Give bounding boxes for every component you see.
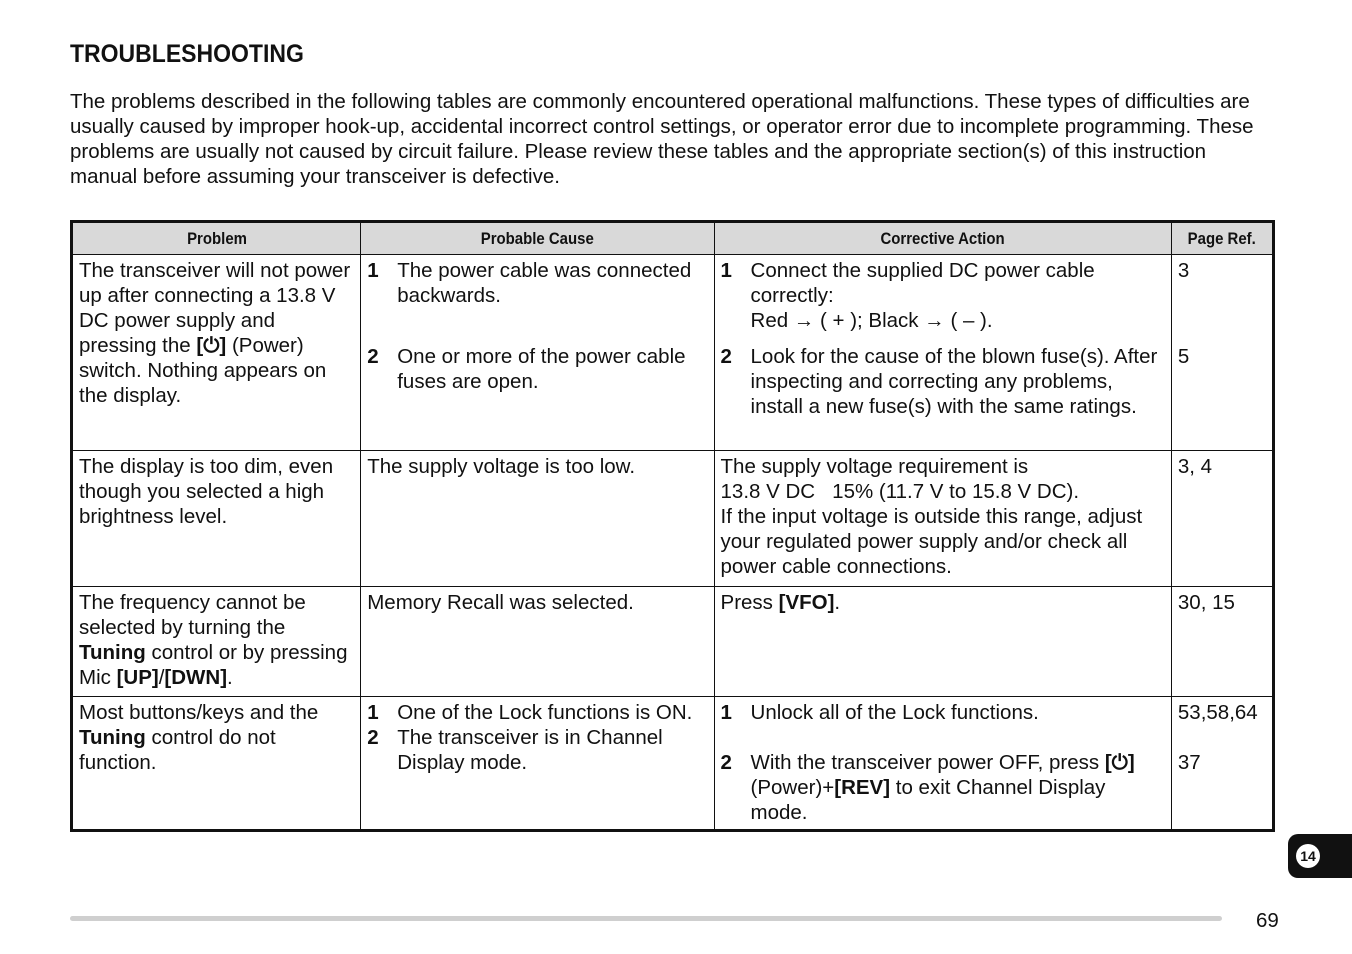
action-item bbox=[721, 700, 1165, 725]
cause-text: The supply voltage is too low. bbox=[367, 455, 636, 478]
tuning-control-label: Tuning bbox=[79, 726, 146, 749]
page-ref-cell bbox=[1171, 587, 1273, 697]
page-ref: 30, 15 bbox=[1177, 591, 1235, 614]
cause-item bbox=[367, 258, 707, 308]
footer-divider bbox=[70, 916, 1222, 921]
page-ref-cell bbox=[1171, 697, 1273, 831]
rev-key-label: [REV] bbox=[834, 776, 891, 799]
action-text-line: If the input voltage is outside this range, adjust your regulated power supply and/or check all power cable connections. bbox=[720, 505, 1143, 578]
intro-text: The problems described in the following tables are commonly encountered operational malfunctions. These types of difficulties are usually caused by improper hook-up, accidental incorrect control settings, or operator error due to incomplete programming. These problems are usually not caused by circuit failure. Please review these tables and the appropriate section(s) of this instruction manual before assuming your transceiver is defective. bbox=[70, 90, 1254, 188]
page-ref: 53,58,64 bbox=[1177, 701, 1258, 724]
cause-cell bbox=[361, 697, 714, 831]
header-corrective-action bbox=[714, 222, 1171, 255]
cause-item bbox=[367, 700, 707, 725]
problem-cell bbox=[72, 697, 361, 831]
page-ref-cell bbox=[1171, 451, 1273, 587]
problem-cell bbox=[72, 451, 361, 587]
cause-text: Memory Recall was selected. bbox=[367, 591, 634, 614]
action-text bbox=[751, 750, 1165, 825]
problem-text: Most buttons/keys and the bbox=[79, 701, 319, 724]
header-probable-cause bbox=[361, 222, 714, 255]
problem-text: The frequency cannot be selected by turning the bbox=[79, 591, 306, 639]
vfo-key-label: [VFO] bbox=[778, 591, 835, 614]
up-key-label: [UP] bbox=[116, 666, 159, 689]
cause-item bbox=[367, 725, 707, 775]
separator: / bbox=[158, 666, 165, 689]
header-page-ref bbox=[1171, 222, 1273, 255]
page-ref-cell bbox=[1171, 255, 1273, 451]
problem-text: (Power) switch. Nothing appears on the display. bbox=[79, 334, 327, 407]
action-text: . bbox=[834, 591, 841, 614]
action-cell bbox=[714, 697, 1171, 831]
cause-item bbox=[367, 344, 707, 394]
item-number: 2 bbox=[720, 751, 732, 774]
header-problem bbox=[72, 222, 361, 255]
action-cell bbox=[714, 255, 1171, 451]
problem-text: control do not function. bbox=[79, 726, 276, 774]
table-row bbox=[72, 697, 1274, 831]
action-text-line: Connect the supplied DC power cable correctly: bbox=[750, 259, 1095, 307]
tuning-control-label: Tuning bbox=[79, 641, 146, 664]
action-text: Press bbox=[720, 591, 779, 614]
voltage-spec: 13.8 V DC 15% (11.7 V to 15.8 V DC). bbox=[720, 480, 1080, 503]
action-text: to exit Channel Display mode. bbox=[750, 776, 1106, 824]
page-ref: 5 bbox=[1177, 345, 1190, 368]
cause-text: One of the Lock functions is ON. bbox=[397, 701, 693, 724]
header-page-label: Page Ref. bbox=[1187, 229, 1257, 248]
chapter-number: 14 bbox=[1296, 844, 1320, 868]
action-cell bbox=[714, 451, 1171, 587]
problem-text: . bbox=[227, 666, 233, 689]
power-key-label: [⏻] bbox=[1104, 751, 1135, 774]
action-text bbox=[751, 258, 1165, 333]
action-text-line: The supply voltage requirement is bbox=[720, 455, 1029, 478]
table-row bbox=[72, 587, 1274, 697]
problem-cell bbox=[72, 255, 361, 451]
table-row bbox=[72, 451, 1274, 587]
troubleshooting-table bbox=[70, 220, 1275, 832]
action-item bbox=[721, 750, 1165, 825]
polarity-text: Red → ( + ); Black → ( – ). bbox=[750, 309, 993, 332]
problem-cell bbox=[72, 587, 361, 697]
item-number: 1 bbox=[720, 701, 732, 724]
page-ref: 37 bbox=[1177, 751, 1201, 774]
cause-text: One or more of the power cable fuses are open. bbox=[397, 345, 686, 393]
action-text: (Power)+ bbox=[750, 776, 835, 799]
chapter-tab bbox=[1288, 834, 1352, 878]
action-text: Unlock all of the Lock functions. bbox=[750, 701, 1039, 724]
power-key-label: [⏻] bbox=[196, 334, 227, 357]
action-cell bbox=[714, 587, 1171, 697]
problem-text: The display is too dim, even though you selected a high brightness level. bbox=[79, 455, 334, 528]
problem-text: control or by pressing Mic bbox=[79, 641, 348, 689]
header-action-label: Corrective Action bbox=[880, 229, 1005, 248]
cause-text: The transceiver is in Channel Display mode. bbox=[397, 726, 663, 774]
action-item bbox=[721, 258, 1165, 333]
action-text: With the transceiver power OFF, press bbox=[750, 751, 1105, 774]
item-number: 1 bbox=[720, 259, 732, 282]
page-ref: 3, 4 bbox=[1177, 455, 1213, 478]
cause-cell bbox=[361, 255, 714, 451]
page-title: TROUBLESHOOTING bbox=[70, 40, 304, 68]
item-number: 2 bbox=[367, 345, 379, 368]
item-number: 1 bbox=[367, 259, 379, 282]
problem-text: The transceiver will not power up after connecting a 13.8 V DC power supply and pressing the bbox=[79, 259, 351, 357]
header-problem-label: Problem bbox=[186, 229, 247, 248]
action-item bbox=[721, 344, 1165, 419]
dwn-key-label: [DWN] bbox=[164, 666, 228, 689]
cause-text: The power cable was connected backwards. bbox=[397, 259, 692, 307]
cause-cell bbox=[361, 451, 714, 587]
item-number: 2 bbox=[367, 726, 379, 749]
intro-paragraph bbox=[70, 89, 1270, 189]
action-text: Look for the cause of the blown fuse(s). After inspecting and correcting any problems, install a new fuse(s) with the same ratings. bbox=[750, 345, 1158, 418]
table-row bbox=[72, 255, 1274, 451]
page-ref: 3 bbox=[1177, 259, 1190, 282]
item-number: 2 bbox=[720, 345, 732, 368]
header-cause-label: Probable Cause bbox=[480, 229, 594, 248]
page-number: 69 bbox=[1256, 909, 1279, 932]
table-header-row bbox=[72, 222, 1274, 255]
item-number: 1 bbox=[367, 701, 379, 724]
cause-cell bbox=[361, 587, 714, 697]
